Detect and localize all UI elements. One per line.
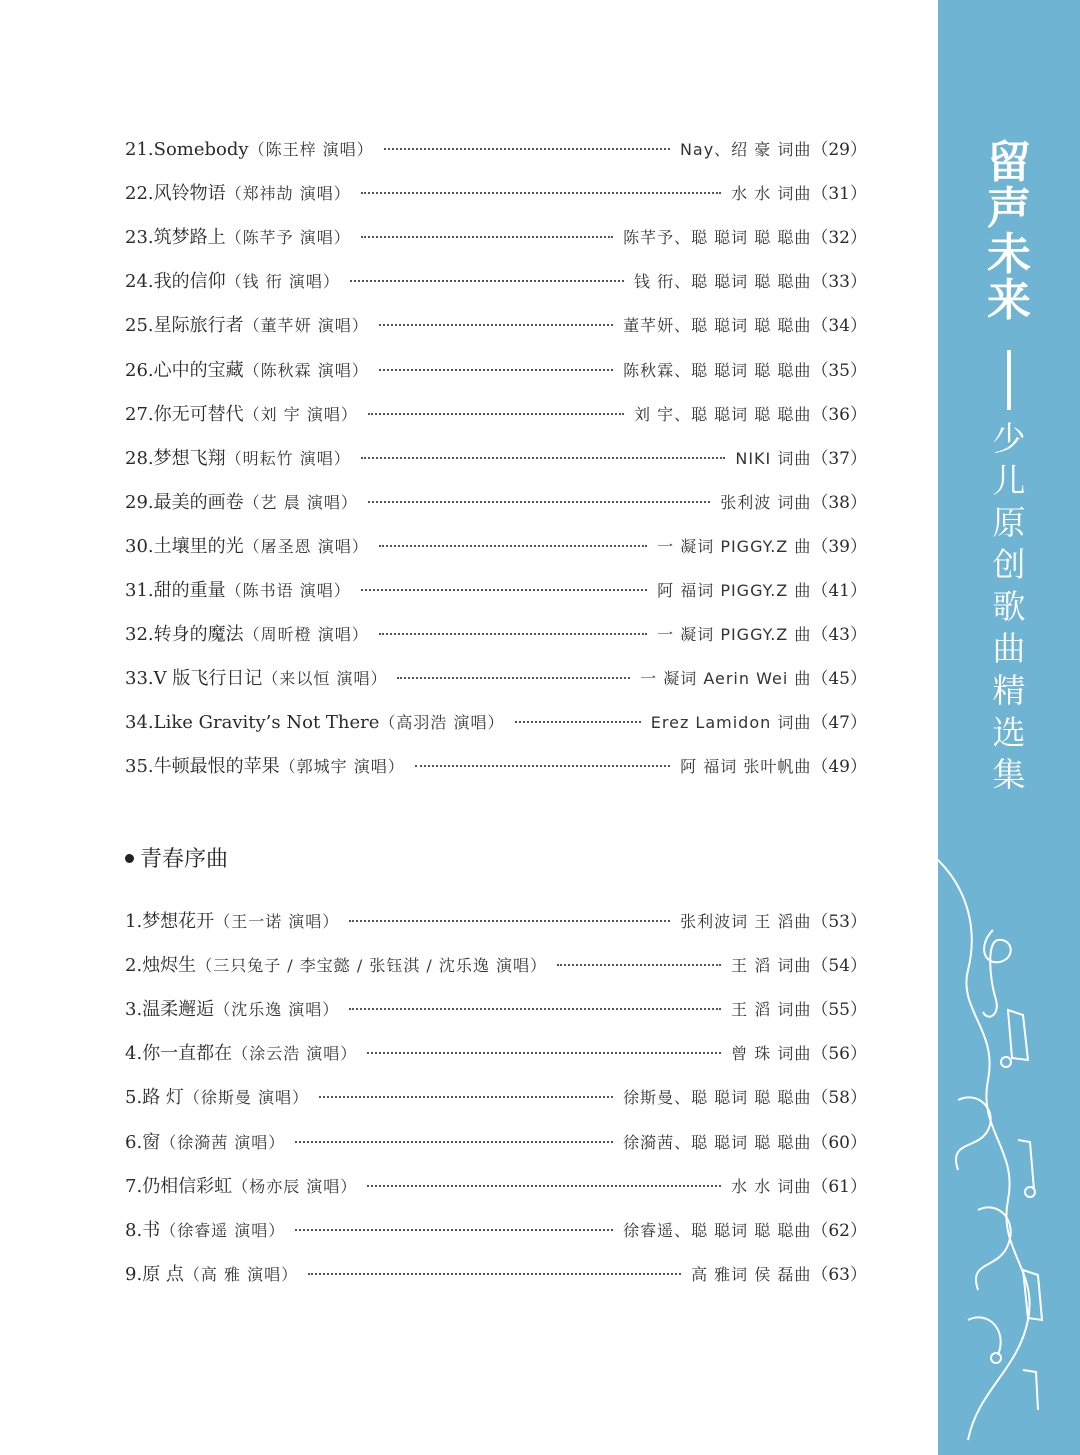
song-title: 最美的画卷: [153, 491, 244, 513]
lyric-music-credit: 一 凝词 PIGGY.Z 曲: [657, 625, 812, 645]
page-number: （38）: [811, 492, 867, 513]
song-title: Somebody: [153, 139, 249, 160]
toc-entry: [125, 1216, 867, 1246]
dot-leader: [397, 676, 630, 679]
song-title: 你一直都在: [142, 1043, 233, 1065]
song-title: 牛顿最恨的苹果: [153, 756, 280, 778]
song-title: 温柔邂逅: [142, 999, 215, 1021]
lyric-music-credit: 水 水 词曲: [731, 184, 812, 204]
dot-leader: [319, 1095, 613, 1098]
singer-credit: （徐睿遥 演唱）: [160, 1220, 286, 1240]
dot-leader: [384, 147, 670, 150]
entry-number: 3.: [125, 999, 143, 1021]
page-number: （60）: [811, 1132, 867, 1153]
lyric-music-credit: Erez Lamidon 词曲: [650, 713, 812, 733]
page-number: （31）: [811, 184, 867, 205]
dot-leader: [368, 500, 710, 503]
song-title: 窗: [142, 1131, 161, 1153]
page-number: （54）: [811, 956, 867, 977]
song-title: 原 点: [142, 1263, 184, 1285]
song-title: 我的信仰: [153, 271, 226, 293]
lyric-music-credit: NIKI 词曲: [735, 448, 812, 468]
singer-credit: （郭城宇 演唱）: [279, 757, 405, 777]
song-title: 风铃物语: [153, 183, 226, 205]
dot-leader: [379, 632, 647, 635]
subtitle-char: 歌: [992, 587, 1026, 626]
singer-credit: （三只兔子 / 李宝懿 / 张钰淇 / 沈乐逸 演唱）: [196, 956, 547, 976]
lyric-music-credit: 徐睿遥、聪 聪词 聪 聪曲: [623, 1220, 812, 1240]
lyric-music-credit: 高 雅词 侯 磊曲: [691, 1264, 812, 1284]
toc-entry: [125, 1083, 867, 1113]
song-title: Like Gravity’s Not There: [153, 712, 380, 734]
lyric-music-credit: 阿 福词 PIGGY.Z 曲: [657, 581, 812, 600]
dot-leader: [515, 720, 641, 723]
lyric-music-credit: 阿 福词 张叶帆曲: [680, 757, 812, 777]
lyric-music-credit: 刘 宇、聪 聪词 聪 聪曲: [634, 404, 812, 424]
entry-number: 35.: [125, 756, 154, 778]
entry-number: 28.: [125, 447, 154, 469]
book-title: [981, 137, 1037, 326]
entry-number: 26.: [125, 359, 154, 381]
entry-number: 30.: [125, 535, 154, 557]
dot-leader: [361, 191, 721, 194]
entry-number: 32.: [125, 624, 154, 646]
entry-number: 34.: [125, 712, 154, 734]
title-char: 未: [987, 229, 1031, 280]
toc-entry: [125, 311, 867, 341]
toc-entry: [125, 1039, 867, 1069]
page-number: （56）: [811, 1044, 867, 1065]
page-number: （29）: [811, 140, 867, 160]
dot-leader: [368, 412, 624, 415]
lyric-music-credit: 钱 衎、聪 聪词 聪 聪曲: [634, 272, 812, 292]
singer-credit: （高羽浩 演唱）: [379, 713, 505, 733]
page-number: （37）: [811, 448, 867, 469]
page-number: （47）: [811, 713, 867, 734]
song-title: 筑梦路上: [153, 227, 226, 249]
dot-leader: [308, 1272, 681, 1275]
singer-credit: （涂云浩 演唱）: [232, 1044, 358, 1064]
page-number: （49）: [811, 757, 867, 778]
dot-leader: [295, 1228, 613, 1231]
page-number: （36）: [811, 404, 867, 425]
dot-leader: [361, 456, 726, 459]
page-number: （55）: [811, 1000, 867, 1021]
singer-credit: （来以恒 演唱）: [262, 669, 388, 689]
dot-leader: [295, 1140, 613, 1143]
entry-number: 2.: [125, 955, 143, 977]
entry-number: 7.: [125, 1175, 143, 1197]
entry-number: 9.: [125, 1263, 143, 1285]
page-number: （33）: [811, 272, 867, 293]
dot-leader: [350, 279, 624, 282]
singer-credit: （高 雅 演唱）: [183, 1264, 299, 1284]
song-title: 土壤里的光: [153, 535, 244, 557]
toc-entry: [125, 620, 867, 650]
lyric-music-credit: 一 凝词 Aerin Wei 曲: [640, 669, 812, 689]
toc-entry: [125, 951, 867, 981]
lyric-music-credit: 王 滔 词曲: [731, 956, 812, 976]
entry-number: 33.: [125, 668, 154, 690]
song-title: V 版飞行日记: [153, 668, 263, 690]
page-number: （61）: [811, 1176, 867, 1197]
entry-number: 4.: [125, 1043, 143, 1065]
entry-number: 24.: [125, 271, 154, 293]
bullet-icon: [125, 854, 134, 863]
lyric-music-credit: 董芊妍、聪 聪词 聪 聪曲: [623, 316, 812, 336]
page-number: （35）: [811, 360, 867, 381]
book-subtitle: [988, 418, 1030, 796]
page-number: （34）: [811, 316, 867, 337]
entry-number: 8.: [125, 1219, 143, 1241]
page-number: （63）: [811, 1264, 867, 1285]
song-title: 梦想花开: [142, 911, 215, 932]
toc-entry: [125, 708, 867, 738]
lyric-music-credit: 徐漪茜、聪 聪词 聪 聪曲: [623, 1132, 812, 1152]
toc-entry: [125, 488, 867, 518]
song-title: 你无可替代: [153, 403, 244, 425]
dot-leader: [349, 1007, 721, 1010]
toc-entry: [125, 267, 867, 297]
song-title: 星际旅行者: [153, 315, 244, 337]
section-heading: [125, 842, 228, 873]
singer-credit: （王一诺 演唱）: [214, 912, 340, 931]
entry-number: 6.: [125, 1131, 143, 1153]
toc-entry: [125, 532, 867, 562]
dot-leader: [361, 588, 647, 591]
singer-credit: （明耘竹 演唱）: [225, 448, 351, 468]
lyric-music-credit: 一 凝词 PIGGY.Z 曲: [657, 536, 812, 556]
song-title: 书: [142, 1219, 161, 1241]
page-number: （32）: [811, 228, 867, 249]
sidebar-band: [938, 0, 1080, 1455]
subtitle-char: 创: [992, 545, 1026, 584]
dot-leader: [367, 1051, 721, 1054]
singer-credit: （陈芊予 演唱）: [225, 228, 351, 248]
page-number: （45）: [811, 669, 867, 690]
subtitle-char: 儿: [992, 461, 1026, 500]
lyric-music-credit: 水 水 词曲: [731, 1176, 812, 1196]
song-title: 路 灯: [142, 1087, 184, 1109]
singer-credit: （周昕橙 演唱）: [243, 625, 369, 645]
title-char: 声: [987, 183, 1031, 234]
toc-entry: [125, 223, 867, 253]
dot-leader: [367, 1184, 721, 1187]
subtitle-char: 集: [992, 755, 1026, 794]
song-title: 甜的重量: [153, 580, 226, 601]
song-title: 烛烬生: [142, 955, 197, 977]
subtitle-char: 曲: [992, 629, 1026, 668]
lyric-music-credit: 徐斯曼、聪 聪词 聪 聪曲: [623, 1088, 812, 1108]
subtitle-char: 原: [992, 503, 1026, 542]
song-title: 转身的魔法: [153, 624, 244, 646]
lyric-music-credit: 陈芊予、聪 聪词 聪 聪曲: [623, 228, 812, 248]
toc-entry: [125, 1260, 867, 1290]
page-number: （41）: [811, 581, 867, 601]
dot-leader: [557, 963, 721, 966]
entry-number: 29.: [125, 491, 154, 513]
toc-entry: [125, 752, 867, 782]
singer-credit: （刘 宇 演唱）: [243, 404, 358, 424]
entry-number: 31.: [125, 580, 154, 601]
singer-credit: （陈王梓 演唱）: [248, 140, 374, 159]
singer-credit: （钱 衎 演唱）: [225, 272, 340, 292]
toc-entry: [125, 1128, 867, 1158]
page-number: （58）: [811, 1088, 867, 1109]
dot-leader: [379, 368, 613, 371]
lyric-music-credit: 张利波词 王 滔曲: [680, 912, 812, 931]
toc-entry: [125, 1172, 867, 1202]
singer-credit: （董芊妍 演唱）: [243, 316, 369, 336]
singer-credit: （徐斯曼 演唱）: [183, 1088, 310, 1108]
entry-number: 25.: [125, 315, 154, 337]
dot-leader: [415, 764, 670, 767]
page-number: （62）: [811, 1220, 867, 1241]
music-notes-decoration-icon: [938, 850, 1080, 1450]
entry-number: 1.: [125, 911, 143, 932]
entry-number: 21.: [125, 139, 154, 160]
toc-entry: [125, 356, 867, 386]
section-title: 青春序曲: [140, 847, 229, 872]
singer-credit: （沈乐逸 演唱）: [214, 1000, 340, 1020]
song-title: 梦想飞翔: [153, 447, 226, 469]
dot-leader: [379, 323, 613, 326]
title-divider: [1007, 350, 1011, 410]
lyric-music-credit: 曾 珠 词曲: [731, 1044, 812, 1064]
lyric-music-credit: 陈秋霖、聪 聪词 聪 聪曲: [623, 360, 812, 380]
toc-entry: [125, 907, 867, 937]
entry-number: 27.: [125, 403, 154, 425]
singer-credit: （陈书语 演唱）: [225, 581, 351, 600]
toc-entry: [125, 179, 867, 209]
toc-entry: [125, 664, 867, 694]
dot-leader: [379, 544, 647, 547]
dot-leader: [349, 919, 670, 922]
page-number: （43）: [811, 625, 867, 646]
page-number: （53）: [811, 912, 867, 932]
singer-credit: （杨亦辰 演唱）: [232, 1176, 358, 1196]
entry-number: 22.: [125, 183, 154, 205]
toc-entry: [125, 995, 867, 1025]
lyric-music-credit: Nay、绍 豪 词曲: [679, 140, 812, 159]
subtitle-char: 精: [992, 671, 1026, 710]
singer-credit: （陈秋霖 演唱）: [243, 360, 369, 380]
toc-entry: [125, 576, 867, 606]
entry-number: 23.: [125, 227, 154, 249]
singer-credit: （徐漪茜 演唱）: [160, 1132, 286, 1152]
entry-number: 5.: [125, 1087, 143, 1109]
singer-credit: （郑祎劼 演唱）: [225, 184, 351, 204]
subtitle-char: 少: [992, 419, 1026, 458]
toc-entry: [125, 444, 867, 474]
toc-entry: [125, 400, 867, 430]
song-title: 心中的宝藏: [153, 359, 244, 381]
dot-leader: [361, 235, 613, 238]
toc-entry: [125, 135, 867, 165]
title-char: 来: [987, 275, 1031, 326]
subtitle-char: 选: [992, 713, 1026, 752]
singer-credit: （艺 晨 演唱）: [243, 492, 358, 512]
page-number: （39）: [811, 536, 867, 557]
lyric-music-credit: 张利波 词曲: [720, 492, 812, 512]
lyric-music-credit: 王 滔 词曲: [731, 1000, 812, 1020]
singer-credit: （屠圣恩 演唱）: [243, 536, 369, 556]
song-title: 仍相信彩虹: [142, 1175, 233, 1197]
title-char: 留: [987, 137, 1031, 188]
